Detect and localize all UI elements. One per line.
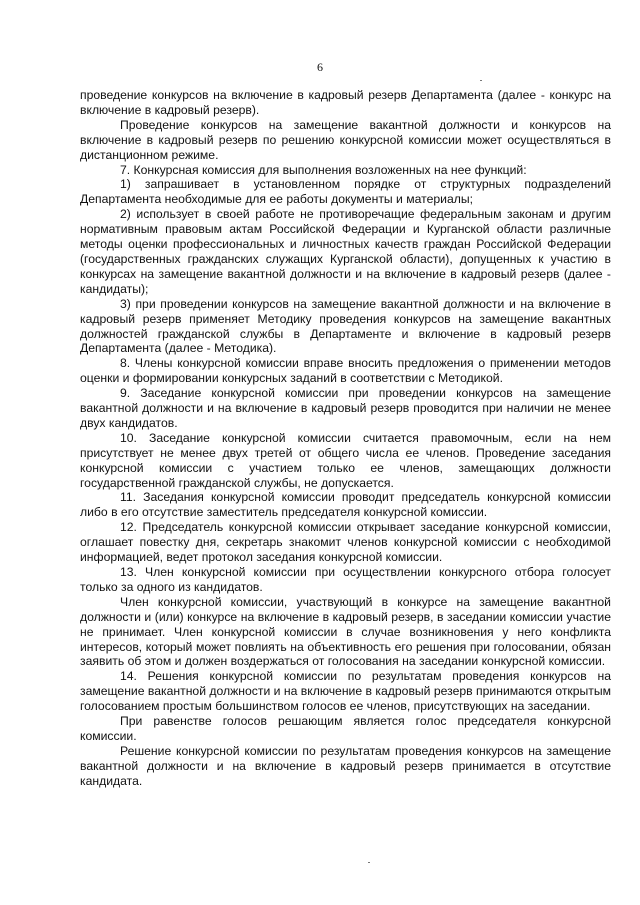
paragraph: 3) при проведении конкурсов на замещение вакантной должности и на включение в кадровый резерв применяет Методику проведения конкурсов на замещение вакантных должностей гражданской службы в Департаменте и включение в кадровый резерв Департамента (далее - Методика). [80,296,611,356]
paragraph: 8. Члены конкурсной комиссии вправе вносить предложения о применении методов оценки и формировании конкурсных заданий в соответствии с Методикой. [80,356,611,386]
paragraph: 1) запрашивает в установленном порядке от структурных подразделений Департамента необходимые для ее работы документы и материалы; [80,177,611,207]
paragraph: 7. Конкурсная комиссия для выполнения возложенных на нее функций: [120,162,527,177]
paragraph: 12. Председатель конкурсной комиссии открывает заседание конкурсной комиссии, оглашает повестку дня, секретарь знакомит членов конкурсной комиссии с необходимой информацией, ведет протокол заседания конкурсной комиссии. [80,520,611,565]
paragraph: 2) использует в своей работе не противоречащие федеральным законам и другим нормативным правовым актам Российской Федерации и Курганской области различные методы оценки профессиональных и личностных качеств граждан Российской Федерации (государственных гражданских служащих Курганской области), допущенных к участию в конкурсах на замещение вакантной должности и на включение в кадровый резерв (далее - кандидаты); [80,207,611,296]
paragraph: При равенстве голосов решающим является голос председателя конкурсной комиссии. [80,714,611,743]
paragraph: 9. Заседание конкурсной комиссии при проведении конкурсов на замещение вакантной должности и на включение в кадровый резерв проводится при наличии не менее двух кандидатов. [80,386,611,430]
paragraph: 11. Заседания конкурсной комиссии проводит председатель конкурсной комиссии либо в его отсутствие заместитель председателя конкурсной комиссии. [80,490,611,520]
paragraph: Решение конкурсной комиссии по результатам проведения конкурсов на замещение вакантной должности и на включение в кадровый резерв принимается в отсутствие кандидата. [80,743,611,788]
scan-speck [368,862,370,863]
paragraph: Член конкурсной комиссии, участвующий в конкурсе на замещение вакантной должности и (или) конкурсе на включение в кадровый резерв, в заседании комиссии участие не принимает. Член конкурсной комиссии в случае возникновения у него конфликта интересов, который может повлиять на объективность его решения при голосовании, обязан заявить об этом и должен воздержаться от голосования на заседании конкурсной комиссии. [80,594,611,669]
paragraph: 10. Заседание конкурсной комиссии считается правомочным, если на нем присутствует не менее двух третей от общего числа ее членов. Проведение заседания конкурсной комиссии с участием только ее членов, замещающих должности государственной гражданской службы, не допускается. [80,430,611,490]
paragraph: 14. Решения конкурсной комиссии по результатам проведения конкурсов на замещение вакантной должности и на включение в кадровый резерв принимаются открытым голосованием простым большинством голосов ее членов, присутствующих на заседании. [80,669,611,714]
scan-speck [480,80,482,81]
document-body [80,88,611,789]
paragraph: проведение конкурсов на включение в кадровый резерв Департамента (далее - конкурс на включение в кадровый резерв). [80,88,611,117]
page-number: 6 [317,60,323,74]
paragraph: 13. Член конкурсной комиссии при осуществлении конкурсного отбора голосует только за одного из кандидатов. [80,565,611,594]
paragraph: Проведение конкурсов на замещение вакантной должности и конкурсов на включение в кадровый резерв по решению конкурсной комиссии может осуществляться в дистанционном режиме. [80,117,611,162]
